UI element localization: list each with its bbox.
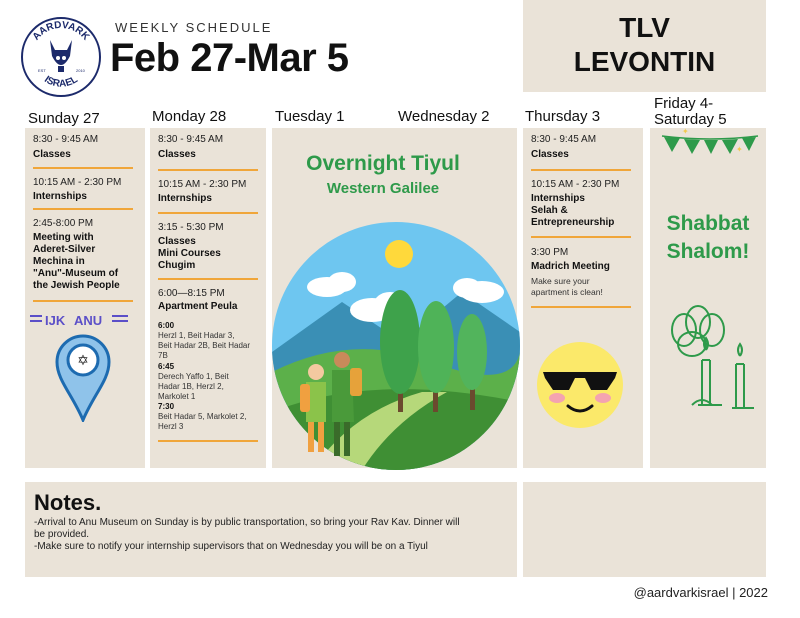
sunday-event-2-title: Internships	[33, 191, 87, 202]
monday-event-3-title-l2: Mini Courses	[158, 248, 221, 259]
day-header-monday: Monday 28	[152, 108, 227, 125]
sunday-event-3-title-l3: Mechina in	[33, 256, 85, 267]
monday-event-3-time: 3:15 - 5:30 PM	[158, 222, 224, 233]
notes-title: Notes.	[34, 490, 102, 515]
note-line-3: -Make sure to notify your internship supervisors that on Wednesday you will be on a Tiyul	[34, 541, 428, 552]
peula-slot-2-time: 6:45	[158, 362, 175, 371]
svg-text:✦: ✦	[682, 128, 689, 136]
sunday-event-3-title-l5: the Jewish People	[33, 280, 120, 291]
monday-divider-1	[158, 169, 258, 171]
note-line-2: be provided.	[34, 529, 90, 540]
thursday-event-1-title: Classes	[531, 149, 569, 160]
weekly-schedule-label: WEEKLY SCHEDULE	[115, 20, 273, 35]
thursday-event-3-time: 3:30 PM	[531, 247, 569, 258]
sunday-divider-3	[33, 300, 133, 302]
day-header-sunday: Sunday 27	[28, 110, 100, 127]
sunday-event-2-time: 10:15 AM - 2:30 PM	[33, 177, 122, 188]
svg-text:IJK: IJK	[45, 313, 66, 328]
day-header-friday-l1: Friday 4-	[654, 95, 714, 112]
thursday-event-2-title-l2: Selah &	[531, 205, 568, 216]
peula-slot-1-time: 6:00	[158, 321, 175, 330]
thursday-event-2-title-l1: Internships	[531, 193, 585, 204]
peula-slot-2-l3: Markolet 1	[158, 392, 196, 401]
peula-slot-1-l3: 7B	[158, 351, 168, 360]
peula-slot-3-l1: Beit Hadar 5, Markolet 2,	[158, 412, 247, 421]
thursday-divider-1	[531, 169, 631, 171]
anu-museum-logo	[30, 312, 142, 328]
logo-year: 2010	[76, 68, 85, 73]
monday-event-4-title: Apartment Peula	[158, 301, 238, 312]
shabbat-line-2: Shalom!	[666, 240, 750, 263]
aardvark-logo	[20, 16, 102, 98]
sunglasses-emoji-icon	[535, 340, 625, 430]
sunday-event-3-title-l4: "Anu"-Museum of	[33, 268, 119, 279]
tiyul-title: Overnight Tiyul	[306, 152, 460, 175]
day-header-friday-l2: Saturday 5	[654, 111, 727, 128]
day-header-wednesday: Wednesday 2	[398, 108, 490, 125]
monday-event-1-title: Classes	[158, 149, 196, 160]
challah-candles-icon	[662, 300, 762, 420]
location-line-1: TLV	[619, 12, 670, 43]
monday-event-3-title-l1: Classes	[158, 236, 196, 247]
sunday-event-1-title: Classes	[33, 149, 71, 160]
footer-handle: @aardvarkisrael | 2022	[633, 585, 768, 600]
logo-est: EST	[38, 68, 46, 73]
monday-event-4-time: 6:00—8:15 PM	[158, 288, 225, 299]
peula-slot-1-l1: Herzl 1, Beit Hadar 3,	[158, 331, 235, 340]
thursday-event-2-title-l3: Entrepreneurship	[531, 217, 615, 228]
svg-text:✦: ✦	[736, 145, 743, 154]
peula-slot-3-l2: Herzl 3	[158, 422, 184, 431]
peula-slot-3-time: 7:30	[158, 402, 175, 411]
map-pin-icon	[54, 332, 112, 422]
sunday-event-3-title-l1: Meeting with	[33, 232, 94, 243]
sunday-event-3-title-l2: Aderet-Silver	[33, 244, 96, 255]
sunday-divider-2	[33, 208, 133, 210]
thursday-event-3-note-l1: Make sure your	[531, 276, 590, 286]
notes-side-panel	[523, 482, 766, 577]
peula-slot-1-l2: Beit Hadar 2B, Beit Hadar	[158, 341, 251, 350]
anu-logo-text: ANU	[74, 313, 103, 328]
day-header-thursday: Thursday 3	[525, 108, 601, 125]
date-range-title: Feb 27-Mar 5	[110, 36, 349, 80]
peula-slot-2-l1: Derech Yaffo 1, Beit	[158, 372, 229, 381]
monday-divider-3	[158, 278, 258, 280]
hiking-landscape-illustration	[272, 222, 520, 470]
thursday-event-3-title: Madrich Meeting	[531, 261, 610, 272]
peula-slot-2-l2: Hadar 1B, Herzl 2,	[158, 382, 224, 391]
svg-text:✡: ✡	[77, 353, 89, 369]
monday-divider-2	[158, 212, 258, 214]
tiyul-subtitle: Western Galilee	[326, 180, 440, 197]
monday-event-2-time: 10:15 AM - 2:30 PM	[158, 179, 247, 190]
sunday-event-3-time: 2:45-8:00 PM	[33, 218, 94, 229]
monday-divider-4	[158, 440, 258, 442]
day-header-tuesday: Tuesday 1	[275, 108, 345, 125]
shabbat-line-1: Shabbat	[666, 212, 750, 235]
thursday-event-3-note-l2: apartment is clean!	[531, 287, 603, 297]
note-line-1: -Arrival to Anu Museum on Sunday is by public transportation, so bring your Rav Kav. Dinner will	[34, 517, 460, 528]
thursday-event-1-time: 8:30 - 9:45 AM	[531, 134, 597, 145]
bunting-banner-icon	[660, 128, 760, 164]
monday-event-3-title-l3: Chugim	[158, 260, 196, 271]
logo-text-bottom: ISRAEL	[42, 74, 80, 90]
thursday-event-2-time: 10:15 AM - 2:30 PM	[531, 179, 620, 190]
sunday-divider-1	[33, 167, 133, 169]
sunday-event-1-time: 8:30 - 9:45 AM	[33, 134, 99, 145]
thursday-divider-3	[531, 306, 631, 308]
logo-text-top: AARDVARK	[30, 19, 92, 43]
thursday-divider-2	[531, 236, 631, 238]
monday-event-1-time: 8:30 - 9:45 AM	[158, 134, 224, 145]
monday-event-2-title: Internships	[158, 193, 212, 204]
location-line-2: LEVONTIN	[573, 46, 716, 77]
